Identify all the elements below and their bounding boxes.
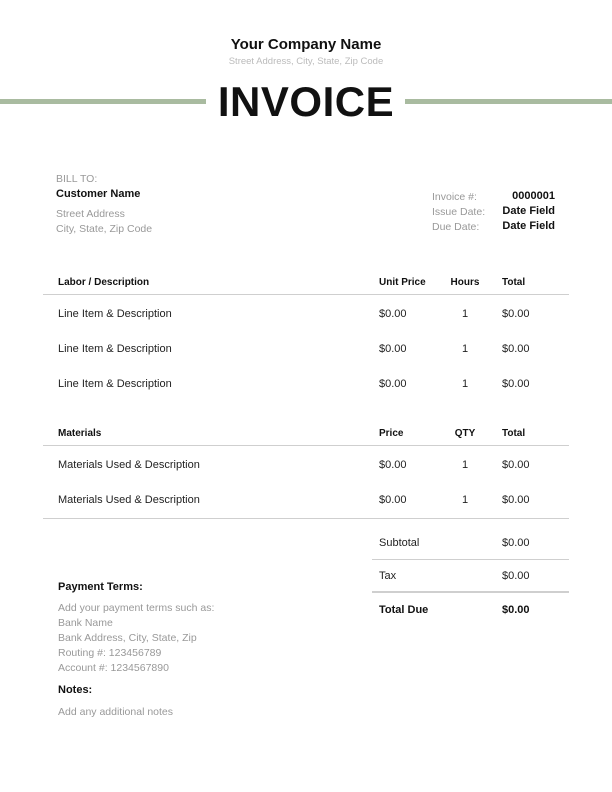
invoice-number-value: 0000001 xyxy=(512,190,555,202)
notes-heading: Notes: xyxy=(58,684,93,696)
payment-terms-line-3: Bank Address, City, State, Zip xyxy=(58,632,197,644)
materials-row-2-price: $0.00 xyxy=(379,494,407,506)
materials-row-2-qty: 1 xyxy=(461,494,469,506)
materials-row-2-desc: Materials Used & Description xyxy=(58,494,200,506)
materials-header-price: Price xyxy=(379,428,404,439)
bill-to-label: BILL TO: xyxy=(56,173,98,185)
issue-date-value: Date Field xyxy=(502,205,555,217)
materials-header-total: Total xyxy=(502,428,526,439)
labor-row-1-desc: Line Item & Description xyxy=(58,308,172,320)
labor-header-divider xyxy=(43,294,569,295)
notes-text: Add any additional notes xyxy=(58,706,174,718)
labor-row-1-total: $0.00 xyxy=(502,308,530,320)
subtotal-label: Subtotal xyxy=(379,537,420,549)
total-due-label: Total Due xyxy=(379,604,429,616)
labor-row-2-price: $0.00 xyxy=(379,343,407,355)
materials-header-desc: Materials xyxy=(58,428,102,439)
labor-row-2-total: $0.00 xyxy=(502,343,530,355)
materials-bottom-divider xyxy=(43,518,569,519)
labor-row-3-price: $0.00 xyxy=(379,378,407,390)
materials-row-1-price: $0.00 xyxy=(379,459,407,471)
tax-divider xyxy=(372,591,569,593)
labor-row-3-hours: 1 xyxy=(461,378,469,390)
materials-row-2-total: $0.00 xyxy=(502,494,530,506)
labor-row-1-hours: 1 xyxy=(461,308,469,320)
labor-header-desc: Labor / Description xyxy=(58,277,150,288)
payment-terms-line-2: Bank Name xyxy=(58,617,113,629)
subtotal-value: $0.00 xyxy=(502,537,530,549)
labor-row-1-price: $0.00 xyxy=(379,308,407,320)
labor-header-hours: Hours xyxy=(450,277,480,288)
company-name: Your Company Name xyxy=(230,36,382,53)
customer-city: City, State, Zip Code xyxy=(56,223,153,235)
tax-value: $0.00 xyxy=(502,570,530,582)
labor-row-2-hours: 1 xyxy=(461,343,469,355)
subtotal-divider xyxy=(372,559,569,560)
payment-terms-line-4: Routing #: 123456789 xyxy=(58,647,162,659)
labor-header-total: Total xyxy=(502,277,526,288)
company-address: Street Address, City, State, Zip Code xyxy=(228,56,384,67)
materials-row-1-total: $0.00 xyxy=(502,459,530,471)
payment-terms-line-5: Account #: 1234567890 xyxy=(58,662,169,674)
customer-street: Street Address xyxy=(56,208,125,220)
labor-row-3-desc: Line Item & Description xyxy=(58,378,172,390)
tax-label: Tax xyxy=(379,570,397,582)
due-date-label: Due Date: xyxy=(432,221,480,233)
materials-header-qty: QTY xyxy=(454,428,476,439)
payment-terms-heading: Payment Terms: xyxy=(58,581,143,593)
invoice-title: INVOICE xyxy=(217,78,395,125)
labor-row-2-desc: Line Item & Description xyxy=(58,343,172,355)
materials-row-1-desc: Materials Used & Description xyxy=(58,459,200,471)
materials-row-1-qty: 1 xyxy=(461,459,469,471)
invoice-number-label: Invoice #: xyxy=(432,191,477,203)
labor-header-price: Unit Price xyxy=(379,277,426,288)
issue-date-label: Issue Date: xyxy=(432,206,486,218)
materials-header-divider xyxy=(43,445,569,446)
due-date-value: Date Field xyxy=(502,220,555,232)
total-due-value: $0.00 xyxy=(502,604,530,616)
customer-name: Customer Name xyxy=(56,188,141,200)
labor-row-3-total: $0.00 xyxy=(502,378,530,390)
payment-terms-line-1: Add your payment terms such as: xyxy=(58,602,215,614)
